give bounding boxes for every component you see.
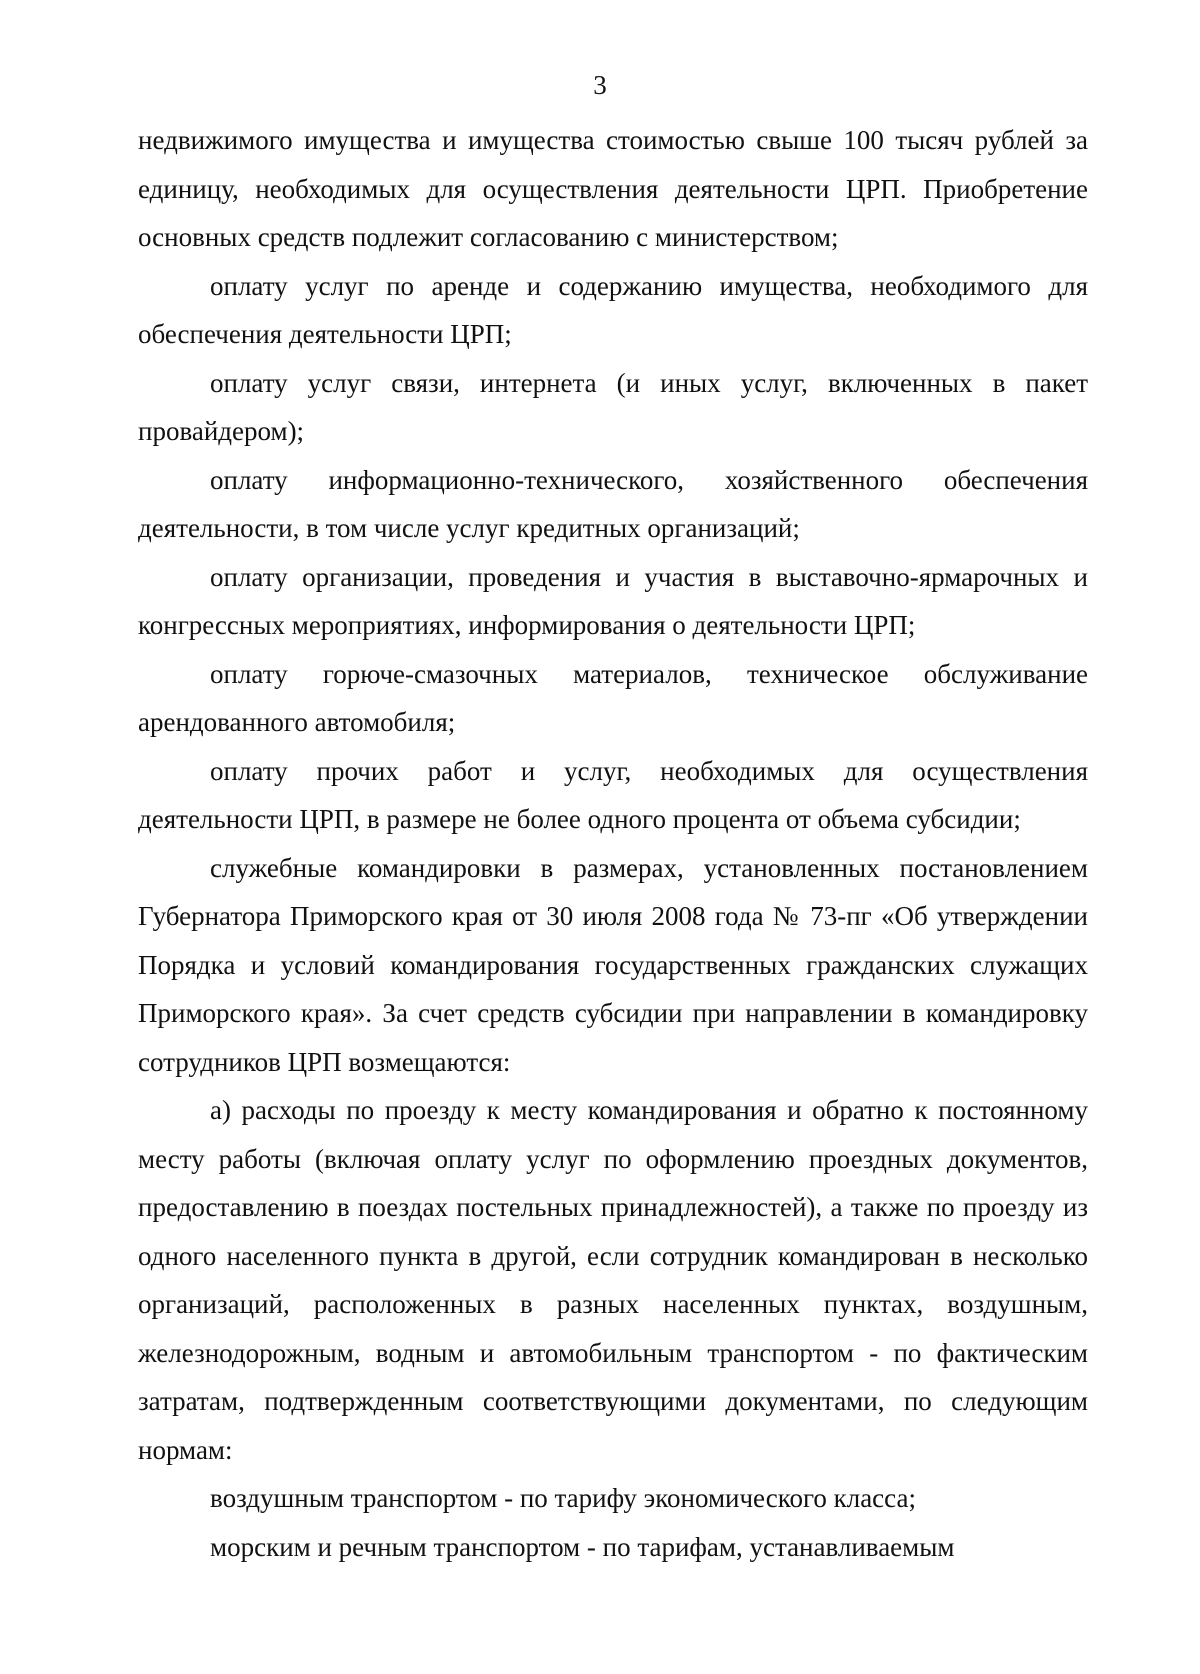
paragraph-5: оплату организации, проведения и участия в выставочно-ярмарочных и конгрессных мероприятиях, информирования о деятельности ЦРП;: [138, 561, 1088, 640]
paragraph-3: оплату услуг связи, интернета (и иных услуг, включенных в пакет провайдером);: [138, 367, 1088, 446]
paragraph-2: оплату услуг по аренде и содержанию имущества, необходимого для обеспечения деятельности ЦРП;: [138, 270, 1088, 349]
body-text: [138, 116, 1088, 1571]
paragraph-1: недвижимого имущества и имущества стоимостью свыше 100 тысяч рублей за единицу, необходимых для осуществления деятельности ЦРП. Приобретение основных средств подлежит согласованию с министерством;: [138, 125, 1088, 252]
paragraph-6: оплату горюче-смазочных материалов, техническое обслуживание арендованного автомобиля;: [138, 658, 1088, 737]
paragraph-8: служебные командировки в размерах, установленных постановлением Губернатора Приморского края от 30 июля 2008 года № 73-пг «Об утверждении Порядка и условий командирования государственных гражданских служащих Приморского края». За счет средств субсидии при направлении в командировку сотрудников ЦРП возмещаются:: [138, 852, 1088, 1077]
paragraph-9: а) расходы по проезду к месту командирования и обратно к постоянному месту работы (включая оплату услуг по оформлению проездных документов, предоставлению в поездах постельных принадлежностей), а также по проезду из одного населенного пункта в другой, если сотрудник командирован в несколько организаций, расположенных в разных населенных пунктах, воздушным, железнодорожным, водным и автомобильным транспортом - по фактическим затратам, подтвержденным соответствующими документами, по следующим нормам:: [138, 1095, 1088, 1465]
paragraph-10: воздушным транспортом - по тарифу экономического класса;: [210, 1483, 916, 1513]
page-number: 3: [593, 70, 607, 100]
paragraph-4: оплату информационно-технического, хозяйственного обеспечения деятельности, в том числе услуг кредитных организаций;: [138, 464, 1088, 543]
paragraph-7: оплату прочих работ и услуг, необходимых для осуществления деятельности ЦРП, в размере не более одного процента от объема субсидии;: [138, 755, 1088, 834]
paragraph-11: морским и речным транспортом - по тарифам, устанавливаемым: [210, 1531, 955, 1562]
